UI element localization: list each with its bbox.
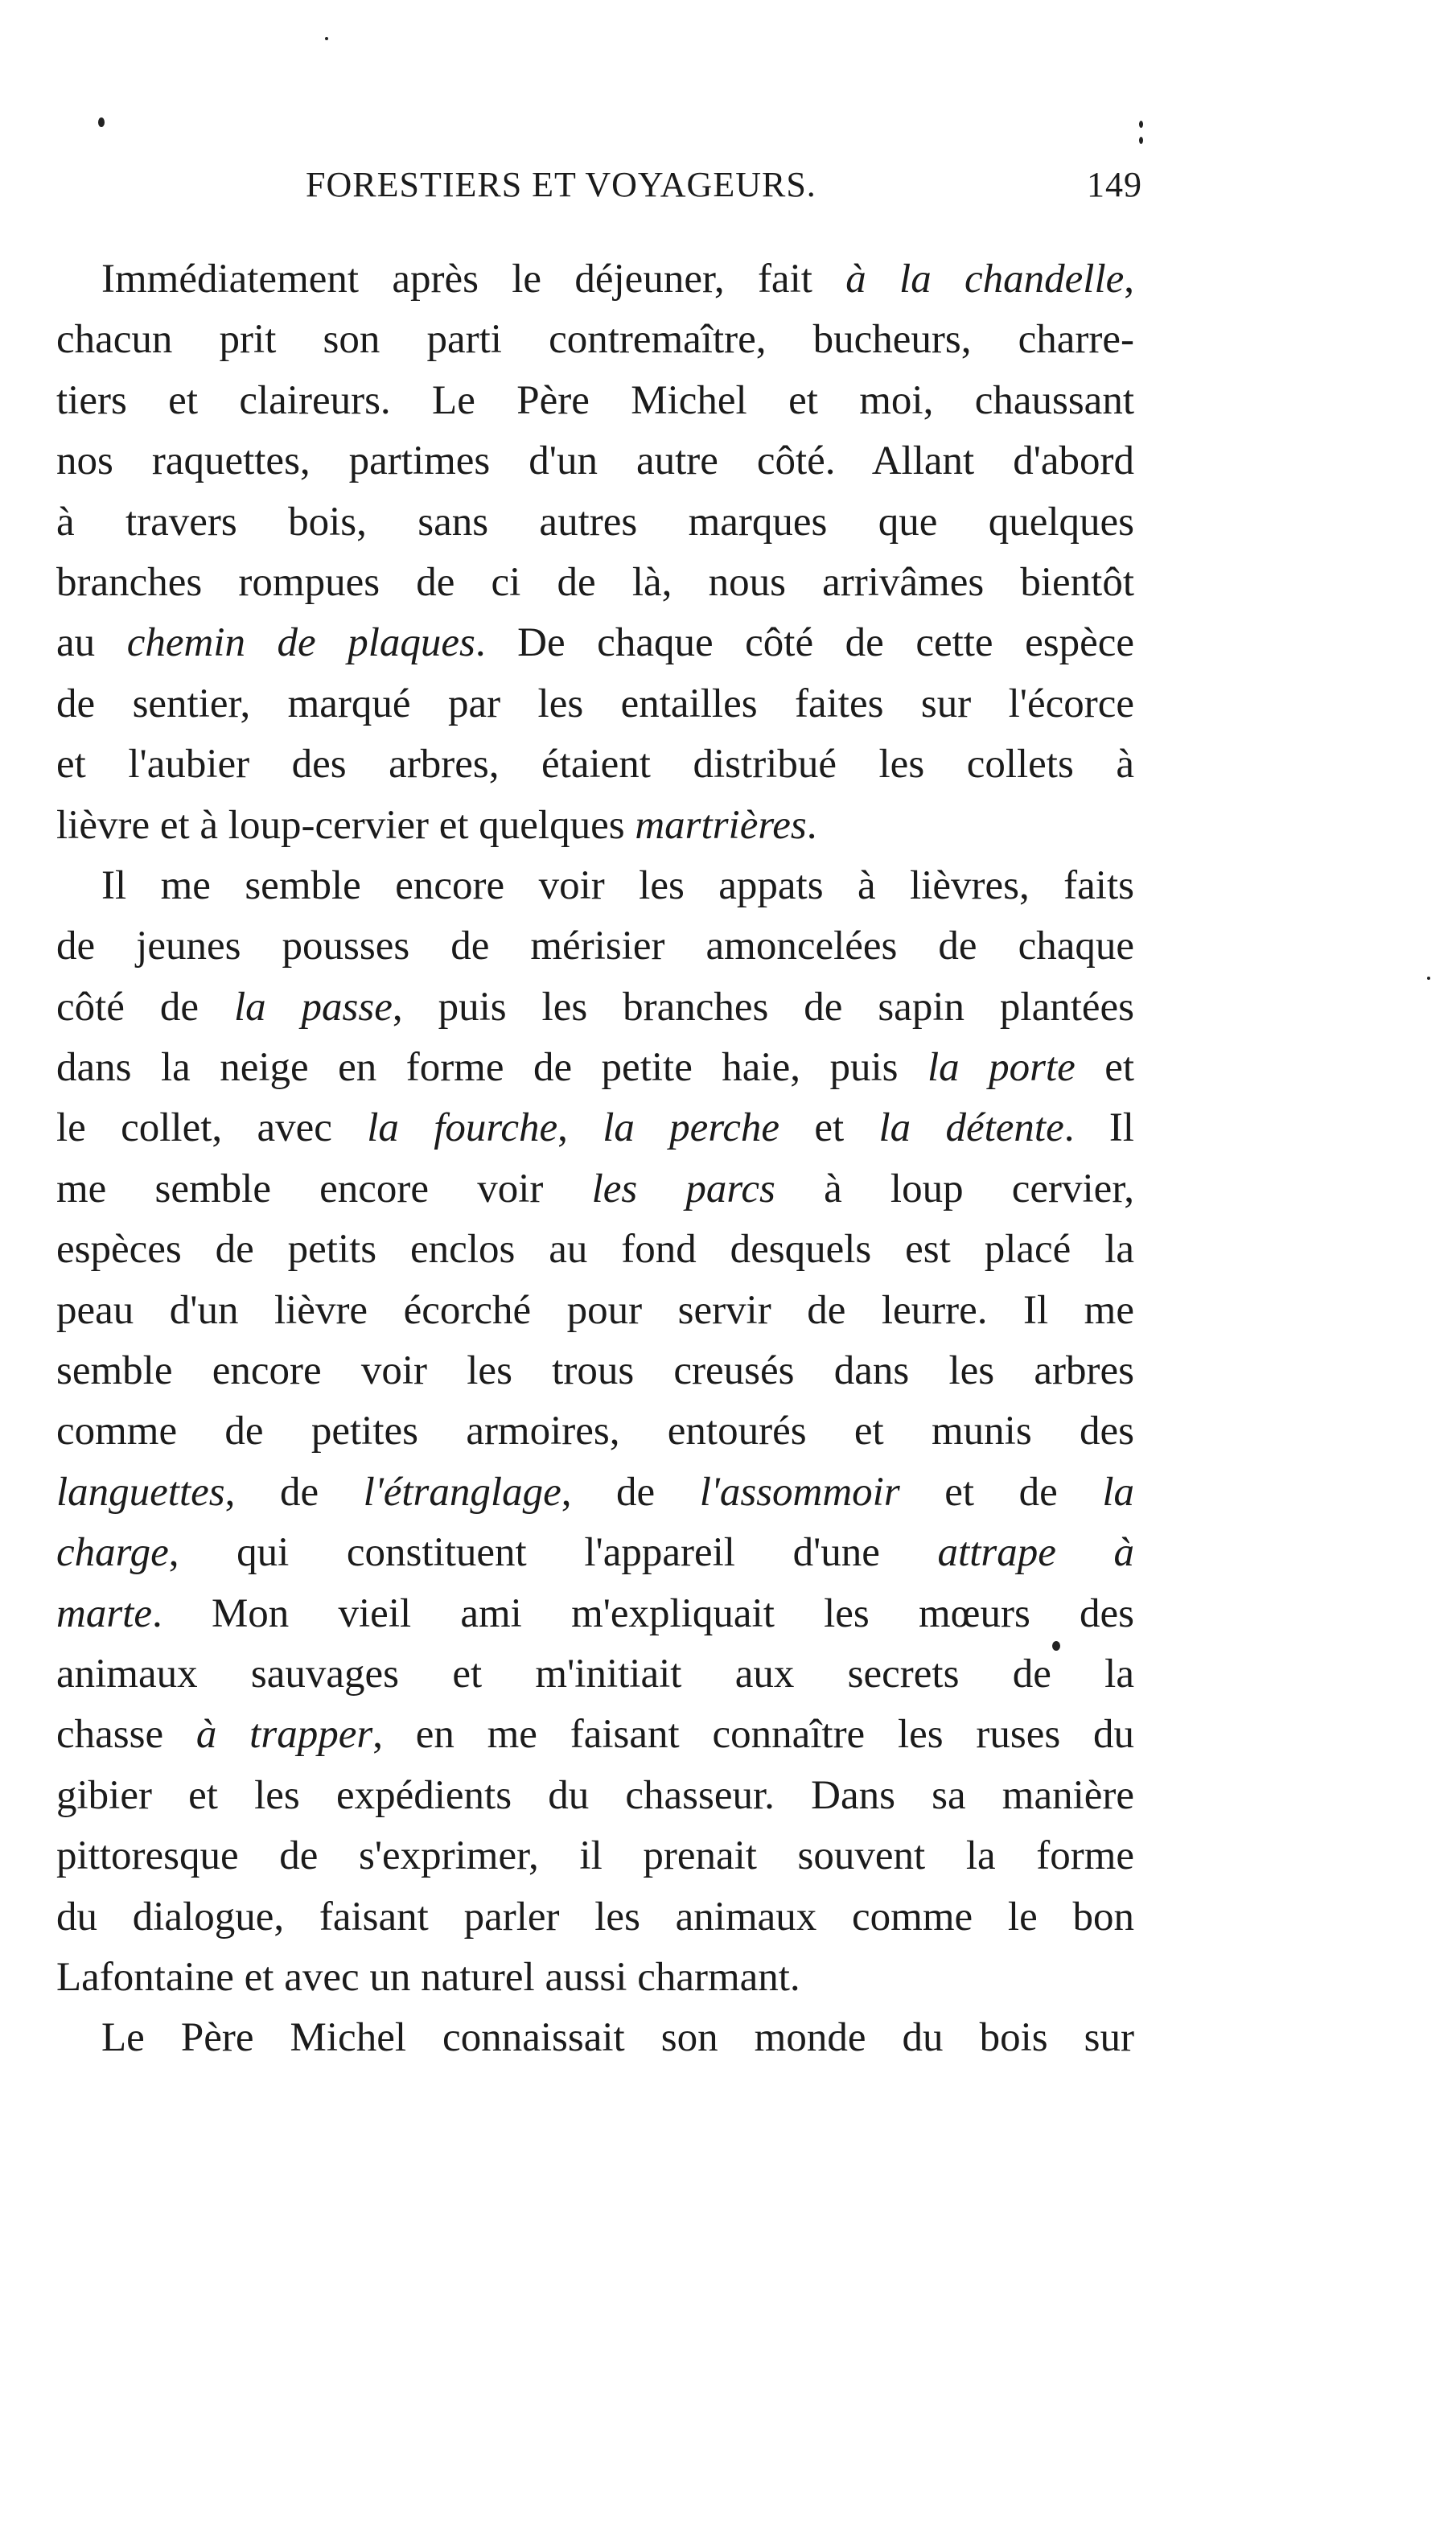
running-head: FORESTIERS ET VOYAGEURS.: [306, 165, 816, 204]
ink-speck: [1427, 977, 1430, 980]
text-line: nos raquettes, partimes d'un autre côté. Allant d'abord: [56, 438, 1134, 484]
page-header: [306, 161, 1142, 209]
text-line: du dialogue, faisant parler les animaux comme le bon: [56, 1894, 1134, 1940]
text-line: peau d'un lièvre écorché pour servir de leurre. Il me: [56, 1287, 1134, 1333]
text-line: espèces de petits enclos au fond desquels est placé la: [56, 1227, 1134, 1273]
text-line: pittoresque de s'exprimer, il prenait souvent la forme: [56, 1833, 1134, 1879]
paragraph: [56, 2008, 1134, 2068]
ink-speck: [98, 117, 105, 127]
page-number: 149: [1087, 165, 1142, 204]
ink-speck: [325, 37, 328, 40]
text-line: comme de petites armoires, entourés et munis des: [56, 1409, 1134, 1454]
text-line: le collet, avec la fourche, la perche et la détente. Il: [56, 1105, 1134, 1151]
text-line: chasse à trapper, en me faisant connaître les ruses du: [56, 1712, 1134, 1758]
text-line: dans la neige en forme de petite haie, puis la porte et: [56, 1045, 1135, 1091]
text-line: semble encore voir les trous creusés dans les arbres: [56, 1348, 1134, 1394]
text-line: au chemin de plaques. De chaque côté de cette espèce: [56, 620, 1135, 666]
text-line: charge, qui constituent l'appareil d'une attrape à: [56, 1530, 1134, 1576]
paragraph: [56, 249, 1134, 856]
ink-speck: [1139, 137, 1143, 144]
body-text: [56, 249, 1134, 2069]
text-line: gibier et les expédients du chasseur. Dans sa manière: [56, 1772, 1134, 1818]
text-line: [56, 249, 1134, 310]
text-line: de jeunes pousses de mérisier amoncelées de chaque: [56, 924, 1134, 969]
text-line: lièvre et à loup-cervier et quelques martrières.: [56, 802, 817, 848]
ink-speck: [1139, 121, 1143, 128]
text-line: et l'aubier des arbres, étaient distribué les collets à: [56, 742, 1134, 788]
text-line: côté de la passe, puis les branches de sapin plantées: [56, 984, 1135, 1030]
line-text: Immédiatement après le déjeuner, fait à la chandelle,: [101, 257, 1134, 302]
text-line: me semble encore voir les parcs à loup cervier,: [56, 1166, 1135, 1212]
text-line: tiers et claireurs. Le Père Michel et moi, chaussant: [56, 377, 1134, 423]
text-line: à travers bois, sans autres marques que quelques: [56, 499, 1134, 545]
paragraph: [56, 856, 1134, 2008]
text-line: languettes, de l'étranglage, de l'assommoir et de la: [56, 1469, 1135, 1515]
text-line: chacun prit son parti contremaître, bucheurs, charre-: [56, 317, 1134, 363]
text-line: de sentier, marqué par les entailles faites sur l'écorce: [56, 681, 1134, 726]
text-line: Lafontaine et avec un naturel aussi charmant.: [56, 1954, 800, 2000]
text-line: animaux sauvages et m'initiait aux secrets de la: [56, 1651, 1134, 1697]
text-line: Il me semble encore voir les appats à lièvres, faits: [101, 862, 1134, 908]
text-line: marte. Mon vieil ami m'expliquait les mœurs des: [56, 1590, 1134, 1636]
text-line: branches rompues de ci de là, nous arrivâmes bientôt: [56, 559, 1134, 605]
text-line: Le Père Michel connaissait son monde du bois sur: [101, 2015, 1134, 2061]
